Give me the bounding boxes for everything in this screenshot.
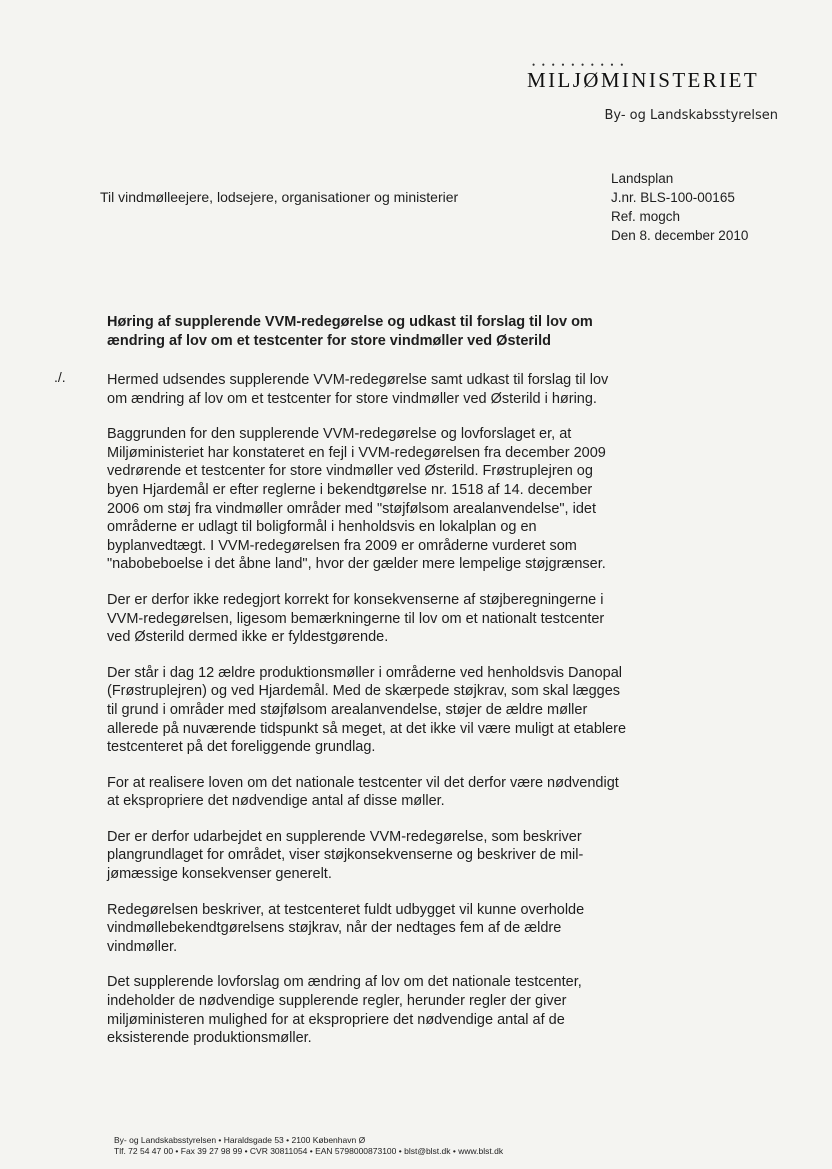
enclosure-mark: ./. — [54, 369, 66, 385]
logo-dots: • • • • • • • • • • — [532, 60, 626, 70]
meta-department: Landsplan — [611, 171, 674, 186]
meta-journal-number: J.nr. BLS-100-00165 — [611, 190, 735, 205]
body-paragraph: Baggrunden for den supplerende VVM-redegørelse og lovforslaget er, at Miljøministeriet har konstateret en fejl i VVM-redegørelsen fra december 2009 vedrørende et testcenter for store vindmøller ved Østerild. Frøstruplejren og byen Hjardemål er efter reglerne i bekendtgørelse nr. 1518 af 14. december 2006 om støj fra vindmøller områder med "støjfølsom arealanvendelse", idet områderne er udlagt til boligformål i henholdsvis en lokalplan og en byplanvedtægt. I VVM-redegørelsen fra 2009 er områderne vurderet som "nabobeboelse i det åbne land", hvor der gælder mere lempelige støjgrænser. — [107, 426, 606, 573]
body-paragraph: Det supplerende lovforslag om ændring af lov om det nationale testcenter, indeholder de nødvendige supplerende regler, herunder regler der giver miljøministeren mulighed for at ekspropriere det nødvendige antal af de eksisterende produktionsmøller. — [107, 974, 582, 1047]
footer-contact — [114, 1135, 503, 1156]
subject-heading: Høring af supplerende VVM-redegørelse og udkast til forslag til lov om ændring af lov om et testcenter for store vindmøller ved Østerild — [107, 314, 593, 349]
body-paragraph: Redegørelsen beskriver, at testcenteret fuldt udbygget vil kunne overholde vindmøllebekendtgørelsens støjkrav, når der nedtages fem af de ældre vindmøller. — [107, 901, 585, 955]
meta-date: Den 8. december 2010 — [611, 228, 749, 243]
footer-address: By- og Landskabsstyrelsen • Haraldsgade 53 • 2100 København Ø — [114, 1135, 366, 1145]
ministry-logo: MILJØMINISTERIET — [527, 68, 760, 92]
body-paragraph: For at realisere loven om det nationale testcenter vil det derfor være nødvendigt at ekspropriere det nødvendige antal af disse møller. — [107, 774, 619, 810]
agency-name: By- og Landskabsstyrelsen — [604, 108, 778, 123]
body-paragraph: Hermed udsendes supplerende VVM-redegørelse samt udkast til forslag til lov om ændring af lov om et testcenter for store vindmøller ved Østerild i høring. — [107, 372, 609, 407]
footer-contact-details: Tlf. 72 54 47 00 • Fax 39 27 98 99 • CVR 30811054 • EAN 5798000873100 • blst@blst.dk • www.blst.dk — [114, 1145, 504, 1156]
letter-body — [107, 313, 627, 1065]
body-paragraph: Der er derfor udarbejdet en supplerende VVM-redegørelse, som beskriver plangrundlaget for området, viser støjkonsekvenserne og beskriver de miljømæssige konsekvenser generelt. — [107, 828, 584, 883]
body-paragraph: Der er derfor ikke redegjort korrekt for konsekvenserne af støjberegningerne i VVM-redegørelsen, ligesom bemærkningerne til lov om et nationalt testcenter ved Østerild dermed ikke er fyldestgørende. — [107, 591, 605, 646]
letter-meta — [611, 169, 748, 245]
meta-reference: Ref. mogch — [611, 209, 681, 224]
recipient-line: Til vindmølleejere, lodsejere, organisationer og ministerier — [100, 189, 459, 205]
body-paragraph: Der står i dag 12 ældre produktionsmøller i områderne ved henholdsvis Danopal (Frøstruplejren) og ved Hjardemål. Med de skærpede støjkrav, som skal lægges til grund i områder med støjfølsom arealanvendelse, støjer de ældre møller allerede på nuværende tidspunkt så meget, at det ikke vil være muligt at etablere testcenteret på det foreliggende grundlag. — [107, 664, 627, 756]
